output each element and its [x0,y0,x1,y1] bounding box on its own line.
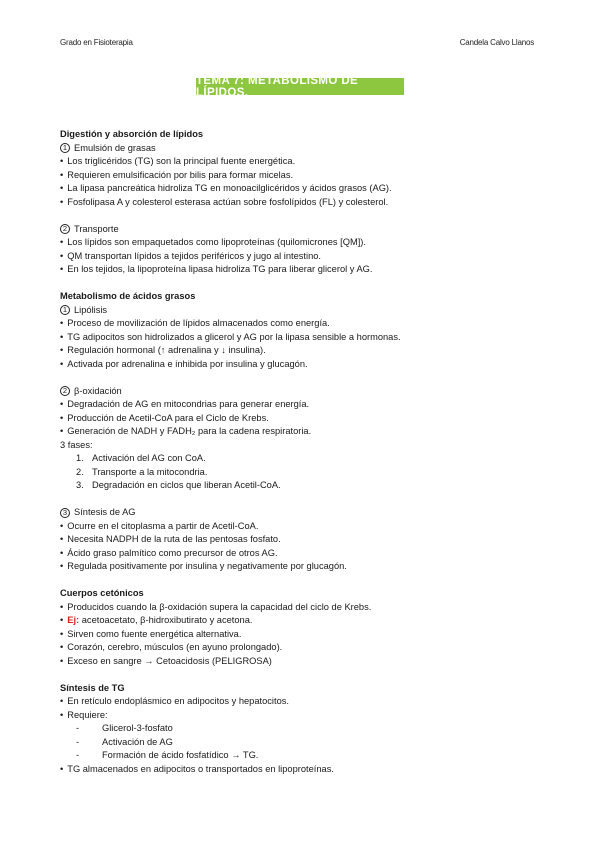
subsection-label: Emulsión de grasas [74,142,156,153]
list-item: • Producidos cuando la β-oxidación supera la capacidad del ciclo de Krebs. [60,601,550,615]
subsection-lipolisis [60,304,550,318]
section-title-digestion: Digestión y absorción de lípidos [60,129,204,139]
circled-number: 1 [60,305,70,315]
list-item: • Corazón, cerebro, músculos (en ayuno prolongado). [60,641,550,655]
list-item: • Los lípidos son empaquetados como lipoproteínas (quilomicrones [QM]). [60,236,550,250]
header-author: Candela Calvo Llanos [459,38,534,47]
subsection-transporte [60,223,550,237]
list-item: • En retículo endoplásmico en adipocitos y hepatocitos. [60,695,550,709]
list-item: • Fosfolipasa A y colesterol esterasa actúan sobre fosfolípidos (FL) y colesterol. [60,196,550,210]
list-item: • Sirven como fuente energética alternativa. [60,628,550,642]
list-item: • Activada por adrenalina e inhibida por insulina y glucagón. [60,358,550,372]
header-course: Grado en Fisioterapia [60,38,133,47]
subsection-label: Transporte [74,223,119,234]
numbered-item: 1. Activación del AG con CoA. [76,453,206,463]
list-item: • Ácido graso palmítico como precursor de otros AG. [60,547,550,561]
dash-item: - Glicerol-3-fosfato [76,723,173,733]
list-item: • QM transportan lípidos a tejidos periféricos y jugo al intestino. [60,250,550,264]
list-item: • En los tejidos, la lipoproteína lipasa hidroliza TG para liberar glicerol y AG. [60,263,550,277]
circled-number: 3 [60,508,70,518]
list-item: • Exceso en sangre → Cetoacidosis (PELIGROSA) [60,655,550,669]
document-body [60,128,550,776]
list-item: • Requiere: [60,709,550,723]
phases-label: 3 fases: [60,439,93,450]
page-title: TEMA 7: METABOLISMO DE LÍPIDOS. [196,78,404,95]
list-item: • Necesita NADPH de la ruta de las pentosas fosfato. [60,533,550,547]
list-item: • Proceso de movilización de lípidos almacenados como energía. [60,317,550,331]
list-item: • Regulación hormonal (↑ adrenalina y ↓ insulina). [60,344,550,358]
subsection-beta-oxidacion [60,385,550,399]
list-item: • Regulada positivamente por insulina y negativamente por glucagón. [60,560,550,574]
list-item: • TG adipocitos son hidrolizados a glicerol y AG por la lipasa sensible a hormonas. [60,331,550,345]
circled-number: 2 [60,224,70,234]
subsection-label: β-oxidación [74,385,122,396]
subsection-label: Síntesis de AG [74,507,136,517]
list-item: • La lipasa pancreática hidroliza TG en monoacilglicéridos y ácidos grasos (AG). [60,182,550,196]
subsection-sintesis-ag [60,506,550,520]
numbered-item: 2. Transporte a la mitocondria. [76,466,208,477]
subsection-label: Lipólisis [74,304,108,315]
list-item: • Los triglicéridos (TG) son la principal fuente energética. [60,155,550,169]
list-item: • Ej: acetoacetato, β-hidroxibutirato y acetona. [60,614,550,628]
section-title-tg-synthesis: Síntesis de TG [60,682,125,693]
list-item: • Requieren emulsificación por bilis para formar micelas. [60,169,550,183]
example-label: Ej: [67,615,80,625]
section-title-fatty-acids: Metabolismo de ácidos grasos [60,291,196,301]
section-title-ketone-bodies: Cuerpos cetónicos [60,588,144,598]
list-item: • Producción de Acetil-CoA para el Ciclo de Krebs. [60,412,550,426]
list-item: • Degradación de AG en mitocondrias para generar energía. [60,398,550,412]
dash-item: - Formación de ácido fosfatídico → TG. [76,750,259,760]
list-item: • Ocurre en el citoplasma a partir de Acetil-CoA. [60,520,550,534]
circled-number: 2 [60,386,70,396]
circled-number: 1 [60,143,70,153]
list-item: • TG almacenados en adipocitos o transportados en lipoproteínas. [60,763,550,777]
subsection-emulsion [60,142,550,156]
numbered-item: 3. Degradación en ciclos que liberan Acetil-CoA. [76,480,281,490]
dash-item: - Activación de AG [76,736,173,747]
list-item: • Generación de NADH y FADH₂ para la cadena respiratoria. [60,425,550,439]
